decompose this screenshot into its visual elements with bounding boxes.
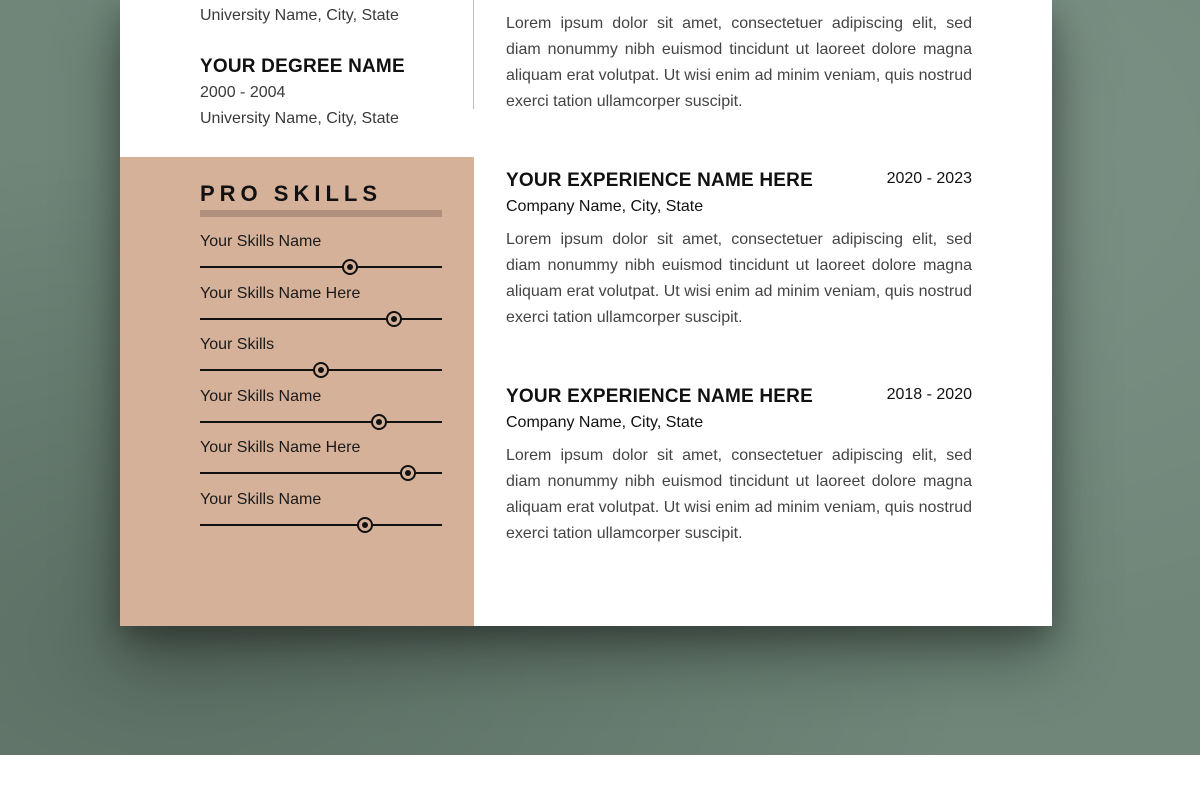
skill-name: Your Skills bbox=[200, 336, 275, 353]
education-prev-university: University Name, City, State bbox=[200, 7, 399, 24]
skills-title-underline bbox=[200, 210, 442, 217]
skill-item bbox=[200, 285, 442, 331]
education-degree-university: University Name, City, State bbox=[200, 110, 399, 127]
experience-description: Lorem ipsum dolor sit amet, consectetuer adipiscing elit, sed diam nonummy nibh euismod tincidunt ut laoreet dolore magna aliquam erat volutpat. Ut wisi enim ad minim veniam, quis nostrud exerci tation ullamcorper suscipit. bbox=[506, 447, 972, 542]
skill-level-knob bbox=[357, 517, 373, 533]
experience-dates: 2020 - 2023 bbox=[886, 170, 972, 187]
skill-name: Your Skills Name bbox=[200, 388, 322, 405]
experience-description: Lorem ipsum dolor sit amet, consectetuer adipiscing elit, sed diam nonummy nibh euismod tincidunt ut laoreet dolore magna aliquam erat volutpat. Ut wisi enim ad minim veniam, quis nostrud exerci tation ullamcorper suscipit. bbox=[506, 231, 972, 326]
skill-level-knob bbox=[342, 259, 358, 275]
skill-track bbox=[200, 266, 442, 268]
skill-level-knob bbox=[313, 362, 329, 378]
education-degree-title: YOUR DEGREE NAME bbox=[200, 56, 405, 77]
experience-company: Company Name, City, State bbox=[506, 198, 704, 215]
skills-panel bbox=[120, 157, 474, 626]
column-divider bbox=[473, 0, 474, 109]
skills-title: PRO SKILLS bbox=[200, 181, 383, 206]
skill-item bbox=[200, 233, 442, 279]
experience-dates: 2018 - 2020 bbox=[886, 386, 972, 403]
skill-item bbox=[200, 336, 442, 382]
skill-track bbox=[200, 318, 442, 320]
skill-name: Your Skills Name bbox=[200, 233, 322, 250]
skill-level-knob bbox=[400, 465, 416, 481]
skill-name: Your Skills Name bbox=[200, 491, 322, 508]
skill-name: Your Skills Name Here bbox=[200, 285, 361, 302]
experience-title: YOUR EXPERIENCE NAME HERE bbox=[506, 170, 813, 191]
top-description: Lorem ipsum dolor sit amet, consectetuer adipiscing elit, sed diam nonummy nibh euismod tincidunt ut laoreet dolore magna aliquam erat volutpat. Ut wisi enim ad minim veniam, quis nostrud exerci tation ullamcorper suscipit. bbox=[506, 15, 972, 110]
skill-item bbox=[200, 439, 442, 485]
skill-track bbox=[200, 524, 442, 526]
skill-level-knob bbox=[371, 414, 387, 430]
skill-level-knob bbox=[386, 311, 402, 327]
resume-page bbox=[120, 0, 1052, 626]
skill-item bbox=[200, 388, 442, 434]
experience-company: Company Name, City, State bbox=[506, 414, 704, 431]
education-degree-years: 2000 - 2004 bbox=[200, 84, 286, 101]
skill-item bbox=[200, 491, 442, 537]
skill-track bbox=[200, 421, 442, 423]
skill-name: Your Skills Name Here bbox=[200, 439, 361, 456]
experience-title: YOUR EXPERIENCE NAME HERE bbox=[506, 386, 813, 407]
